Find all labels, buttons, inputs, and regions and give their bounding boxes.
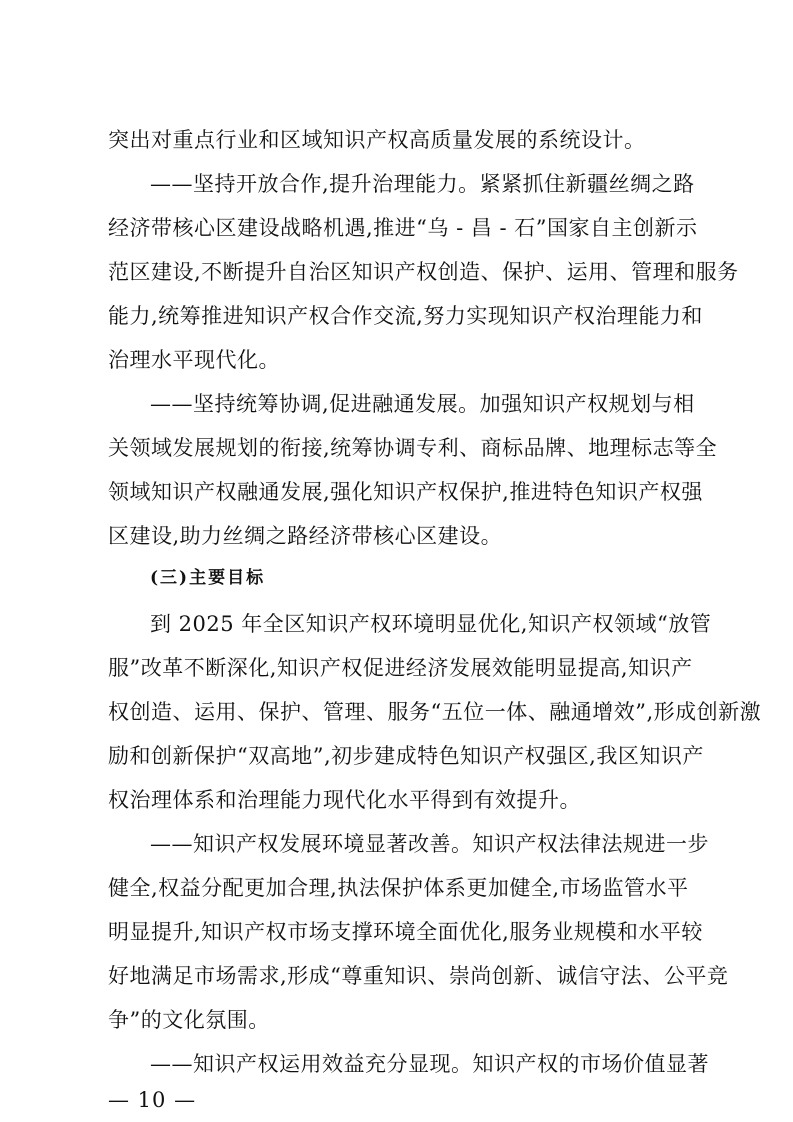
paragraph-line: 治理水平现代化。 [108,348,280,372]
paragraph-line: ——坚持开放合作,提升治理能力。紧紧抓住新疆丝绸之路 [150,172,695,196]
paragraph-line: 经济带核心区建设战略机遇,推进“乌 - 昌 - 石”国家自主创新示 [108,216,698,240]
paragraph-line: ——知识产权运用效益充分显现。知识产权的市场价值显著 [150,1052,709,1076]
paragraph-line: 突出对重点行业和区域知识产权高质量发展的系统设计。 [108,128,646,152]
paragraph-line: 好地满足市场需求,形成“尊重知识、崇尚创新、诚信守法、公平竞 [108,964,729,988]
paragraph-line: 健全,权益分配更加合理,执法保护体系更加健全,市场监管水平 [108,876,689,900]
paragraph-line: 领域知识产权融通发展,强化知识产权保护,推进特色知识产权强 [108,480,703,504]
paragraph-line: 权治理体系和治理能力现代化水平得到有效提升。 [108,788,581,812]
page-number: — 10 — [108,1088,197,1112]
paragraph-line: 明显提升,知识产权市场支撑环境全面优化,服务业规模和水平较 [108,920,703,944]
paragraph-line: 区建设,助力丝绸之路经济带核心区建设。 [108,524,503,548]
paragraph-line: 争”的文化氛围。 [108,1008,270,1032]
paragraph-line: 范区建设,不断提升自治区知识产权创造、保护、运用、管理和服务 [108,260,739,284]
paragraph-line: ——知识产权发展环境显著改善。知识产权法律法规进一步 [150,832,709,856]
paragraph-line: 到 2025 年全区知识产权环境明显优化,知识产权领域“放管 [150,612,712,636]
paragraph-line: 服”改革不断深化,知识产权促进经济发展效能明显提高,知识产 [108,656,693,680]
paragraph-line: 权创造、运用、保护、管理、服务“五位一体、融通增效”,形成创新激 [108,700,762,724]
paragraph-line: 关领域发展规划的衔接,统筹协调专利、商标品牌、地理标志等全 [108,436,718,460]
section-heading: (三)主要目标 [150,568,266,588]
paragraph-line: ——坚持统筹协调,促进融通发展。加强知识产权规划与相 [150,392,695,416]
paragraph-line: 励和创新保护“双高地”,初步建成特色知识产权强区,我区知识产 [108,744,704,768]
paragraph-line: 能力,统筹推进知识产权合作交流,努力实现知识产权治理能力和 [108,304,703,328]
